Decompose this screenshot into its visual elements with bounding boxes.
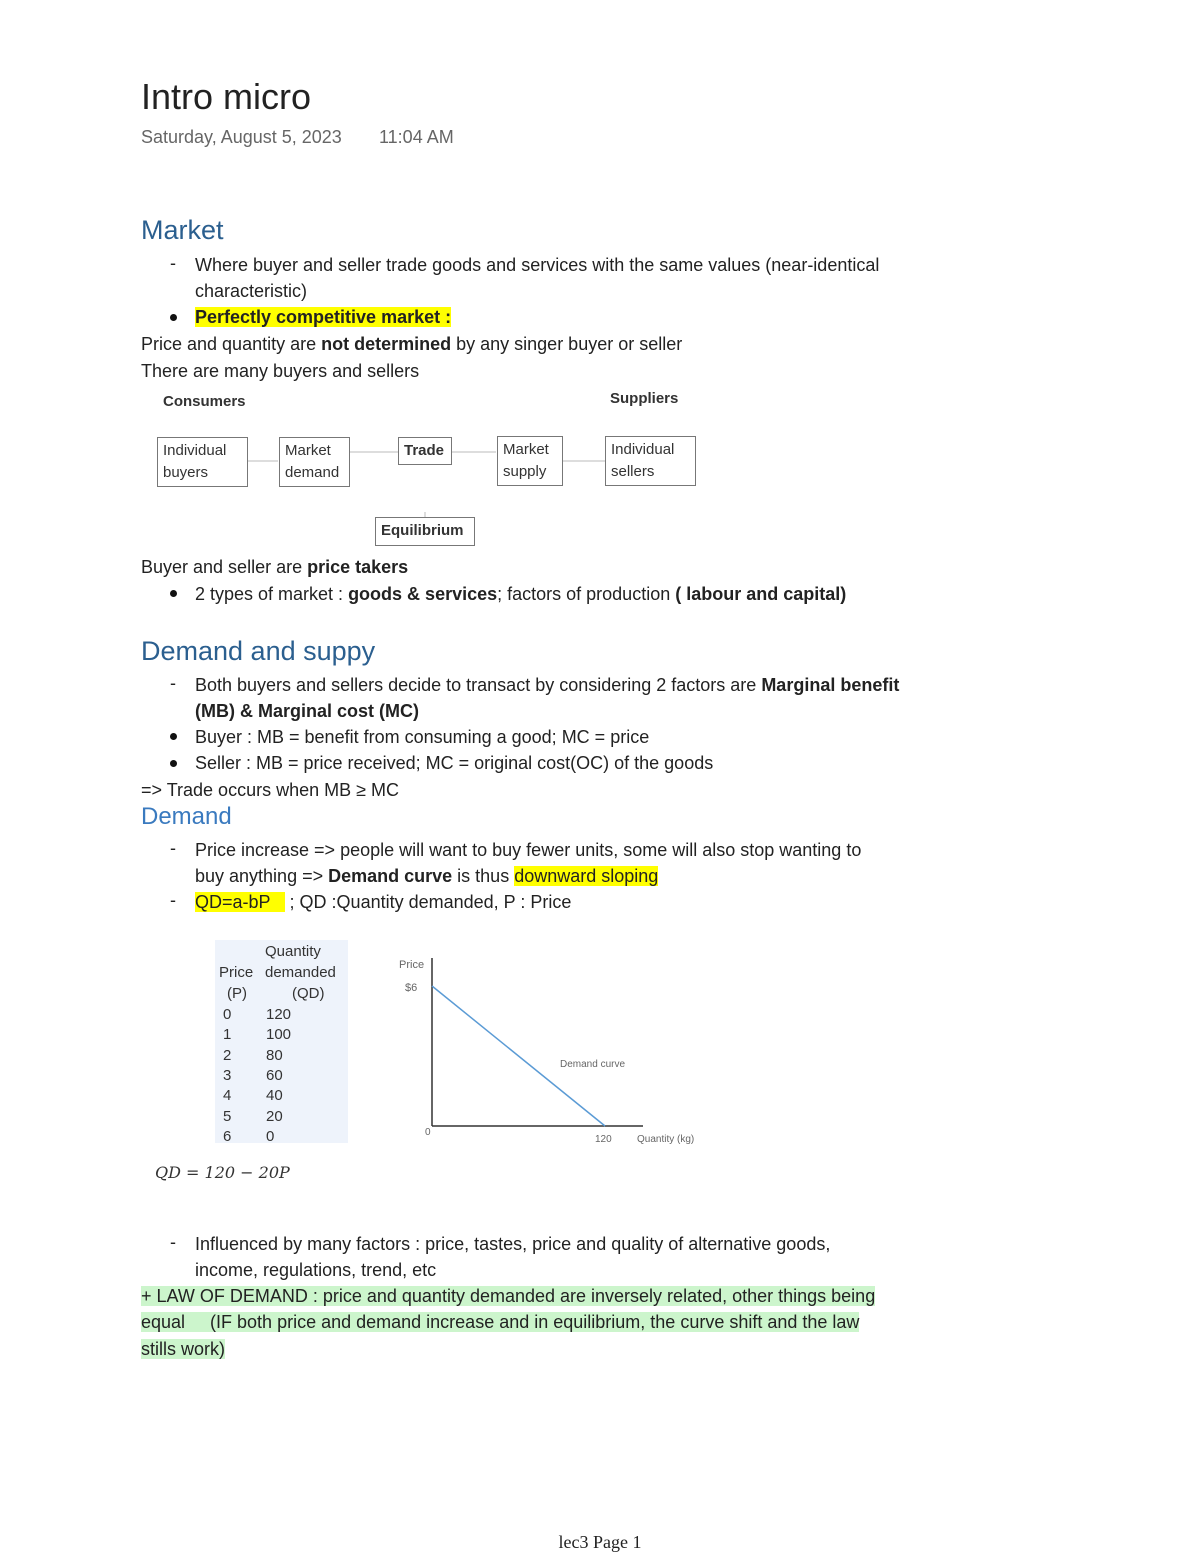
- seller-bullet: Seller : MB = price received; MC = original cost(OC) of the goods: [195, 753, 714, 773]
- perfect-competition-bullet: Perfectly competitive market :: [195, 307, 452, 327]
- y-axis-label: Price: [399, 959, 425, 971]
- bullet-dot: [170, 314, 177, 321]
- dash-marker: -: [170, 673, 176, 693]
- table-cell-quantity: 120: [266, 1006, 292, 1023]
- page-time: 11:04 AM: [379, 127, 454, 147]
- x-axis-label: Quantity (kg): [637, 1134, 695, 1145]
- table-cell-price: 6: [223, 1127, 232, 1145]
- series-label: Demand curve: [560, 1059, 626, 1070]
- table-cell-quantity: 20: [266, 1107, 283, 1125]
- table-cell-price: 1: [223, 1026, 232, 1044]
- price-increase-line-cont: buy anything => Demand curve is thus downward sloping: [195, 866, 659, 886]
- suppliers-label: Suppliers: [610, 390, 679, 407]
- market-demand-box: Market demand: [279, 437, 350, 487]
- dash-marker: -: [170, 253, 176, 273]
- table-header-demanded: demanded: [265, 964, 336, 981]
- demand-chart: [395, 950, 715, 1150]
- table-cell-quantity: 100: [266, 1026, 292, 1044]
- individual-sellers-box: Individual sellers: [605, 436, 696, 486]
- demand-formula-highlight: QD=a-bP: [195, 892, 285, 912]
- table-header-quantity: Quantity: [265, 943, 321, 960]
- table-cell-quantity: 40: [266, 1087, 283, 1105]
- table-cell-quantity: 80: [266, 1046, 283, 1064]
- market-heading: Market: [141, 215, 224, 245]
- table-cell-quantity: 0: [266, 1127, 275, 1145]
- law-of-demand-line3: stills work): [141, 1339, 225, 1359]
- demand-curve-line: [432, 986, 605, 1126]
- table-cell-price: 2: [223, 1046, 232, 1064]
- equilibrium-box: Equilibrium: [375, 517, 475, 546]
- market-types-bullet: 2 types of market : goods & services; factors of production ( labour and capital): [195, 584, 847, 604]
- demand-formula-line: QD=a-bP ; QD :Quantity demanded, P : Price: [195, 892, 572, 912]
- x-tick-label-max: 120: [595, 1134, 612, 1145]
- table-cell-quantity: 60: [266, 1066, 283, 1084]
- market-supply-box: Market supply: [497, 436, 563, 486]
- page-date: Saturday, August 5, 2023: [141, 127, 342, 147]
- page-title: Intro micro: [141, 76, 312, 117]
- many-buyers-line: There are many buyers and sellers: [141, 361, 420, 381]
- law-of-demand-line2: equal (IF both price and demand increase and in equilibrium, the curve shift and the law: [141, 1312, 860, 1332]
- dash-marker: -: [170, 890, 176, 910]
- table-cell-price: 4: [223, 1087, 232, 1105]
- market-definition: Where buyer and seller trade goods and services with the same values (near-identical: [195, 255, 880, 275]
- buyer-bullet: Buyer : MB = benefit from consuming a good; MC = price: [195, 727, 650, 747]
- price-takers-line: Buyer and seller are price takers: [141, 557, 409, 577]
- price-increase-line: Price increase => people will want to buy fewer units, some will also stop wanting to: [195, 840, 862, 860]
- law-of-demand-line1: + LAW OF DEMAND : price and quantity demanded are inversely related, other things being: [141, 1286, 876, 1306]
- table-cell-price: 3: [223, 1066, 232, 1084]
- market-definition-cont: characteristic): [195, 281, 308, 301]
- bullet-dot: [170, 733, 177, 740]
- mb-mc-line: Both buyers and sellers decide to transact by considering 2 factors are Marginal benefit: [195, 675, 900, 695]
- mb-mc-line-cont: (MB) & Marginal cost (MC): [195, 701, 419, 721]
- page-footer: lec3 Page 1: [558, 1532, 642, 1552]
- consumers-label: Consumers: [163, 393, 246, 410]
- trade-box: Trade: [398, 437, 452, 465]
- individual-buyers-box: Individual buyers: [157, 437, 248, 487]
- y-tick-label: $6: [405, 982, 418, 994]
- demand-heading: Demand: [141, 803, 232, 830]
- influence-line: Influenced by many factors : price, tastes, price and quality of alternative goods,: [195, 1234, 831, 1254]
- table-cell-price: 0: [223, 1006, 232, 1023]
- table-header-p: (P): [227, 985, 247, 1002]
- demand-equation: QD = 120 − 20P: [155, 1163, 290, 1182]
- table-cell-price: 5: [223, 1107, 232, 1125]
- demand-supply-heading: Demand and suppy: [141, 636, 376, 666]
- bullet-dot: [170, 590, 177, 597]
- bullet-dot: [170, 760, 177, 767]
- table-header-price: Price: [219, 964, 254, 981]
- x-tick-label-origin: 0: [425, 1127, 431, 1138]
- trade-occurs-line: => Trade occurs when MB ≥ MC: [141, 780, 399, 800]
- table-header-qd: (QD): [292, 985, 325, 1002]
- demand-schedule-table: [215, 940, 348, 1143]
- price-quantity-line: Price and quantity are not determined by any singer buyer or seller: [141, 334, 683, 354]
- dash-marker: -: [170, 1232, 176, 1252]
- dash-marker: -: [170, 838, 176, 858]
- influence-line-cont: income, regulations, trend, etc: [195, 1260, 437, 1280]
